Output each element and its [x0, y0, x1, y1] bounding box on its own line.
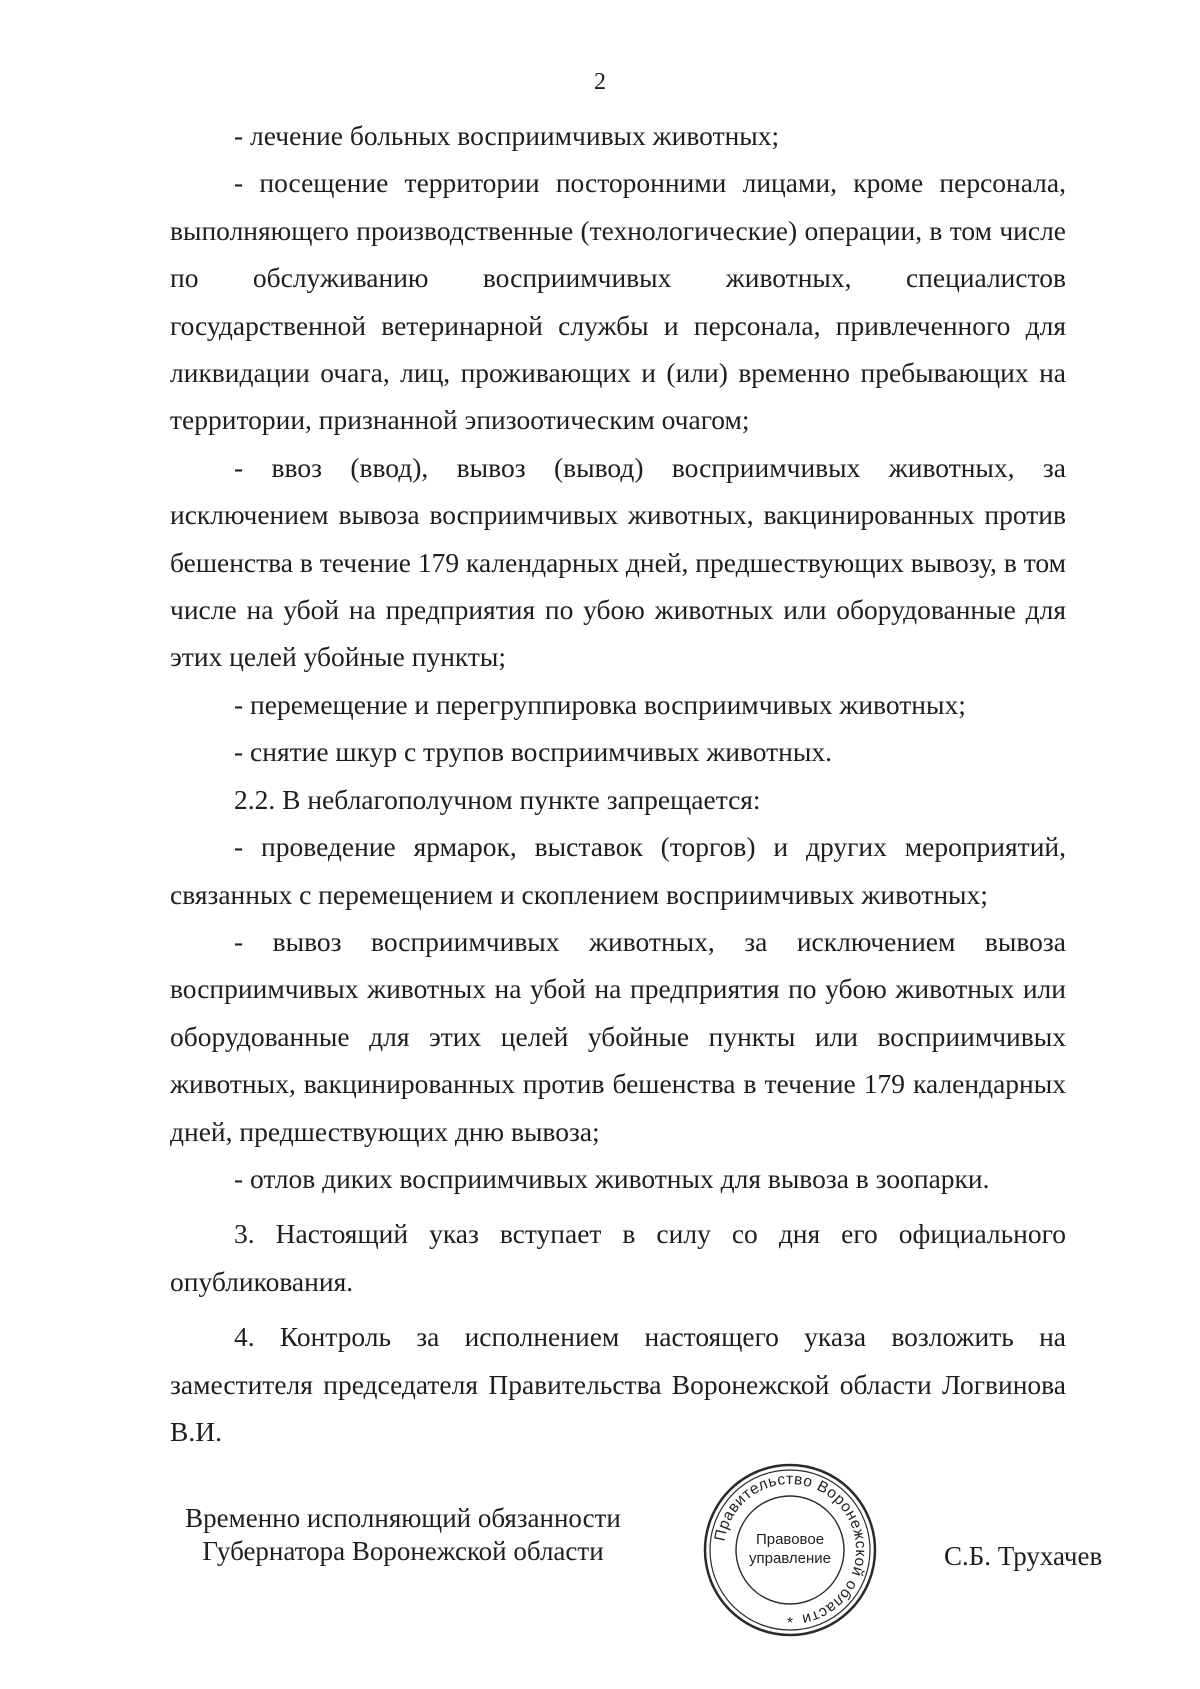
- official-stamp: [700, 1460, 880, 1640]
- page-number: 2: [594, 69, 606, 95]
- paragraph-section-2-2: 2.2. В неблагополучном пункте запрещается:: [234, 783, 761, 815]
- paragraph-clause-3: 3. Настоящий указ вступает в силу со дня его официального опубликования.: [170, 1218, 1066, 1297]
- signatory-position: [168, 1502, 638, 1568]
- signatory-position-line-2: Губернатора Воронежской области: [202, 1536, 604, 1566]
- signatory-position-line-1: Временно исполняющий обязанности: [185, 1503, 621, 1533]
- paragraph-item-regrouping: - перемещение и перегруппировка восприимчивых животных;: [234, 688, 966, 720]
- stamp-center-line-2: управление: [748, 1550, 832, 1567]
- signature-block: [0, 1470, 1200, 1650]
- paragraph-item-skinning: - снятие шкур с трупов восприимчивых животных.: [234, 736, 832, 768]
- paragraph-item-fairs: - проведение ярмарок, выставок (торгов) и других мероприятий, связанных с перемещением и скоплением восприимчивых животных;: [170, 831, 1066, 910]
- paragraph-item-removal: - вывоз восприимчивых животных, за исключением вывоза восприимчивых животных на убой на предприятия по убою животных или оборудованные для этих целей убойные пункты или восприимчивых животных, вакцинированных против бешенства в течение 179 календарных дней, предшествующих дню вывоза;: [170, 925, 1066, 1147]
- paragraph-item-visits: - посещение территории посторонними лицами, кроме персонала, выполняющего производственные (технологические) операции, в том числе по обслуживанию восприимчивых животных, специалистов государственной ветеринарной службы и персонала, привлеченного для ликвидации очага, лиц, проживающих и (или) временно пребывающих на территории, признанной эпизоотическим очагом;: [170, 167, 1066, 436]
- paragraph-clause-4: 4. Контроль за исполнением настоящего указа возложить на заместителя председателя Правительства Воронежской области Логвинова В.И.: [170, 1321, 1066, 1447]
- stamp-center-line-1: Правовое: [755, 1531, 825, 1548]
- signatory-name: С.Б. Трухачев: [944, 1541, 1103, 1571]
- document-body: [170, 112, 1066, 1455]
- stamp-star-mark: *: [786, 1615, 794, 1632]
- paragraph-item-import-export: - ввоз (ввод), вывоз (вывод) восприимчивых животных, за исключением вывоза восприимчивых животных, вакцинированных против бешенства в течение 179 календарных дней, предшествующих вывозу, в том числе на убой на предприятия по убою животных или оборудованные для этих целей убойные пункты;: [170, 451, 1066, 673]
- paragraph-item-treatment: - лечение больных восприимчивых животных;: [234, 120, 780, 151]
- stamp-ring-text: Правительство Воронежской области: [711, 1470, 870, 1628]
- stamp-seal-icon: [700, 1460, 880, 1640]
- paragraph-item-capture: - отлов диких восприимчивых животных для вывоза в зоопарки.: [234, 1162, 990, 1194]
